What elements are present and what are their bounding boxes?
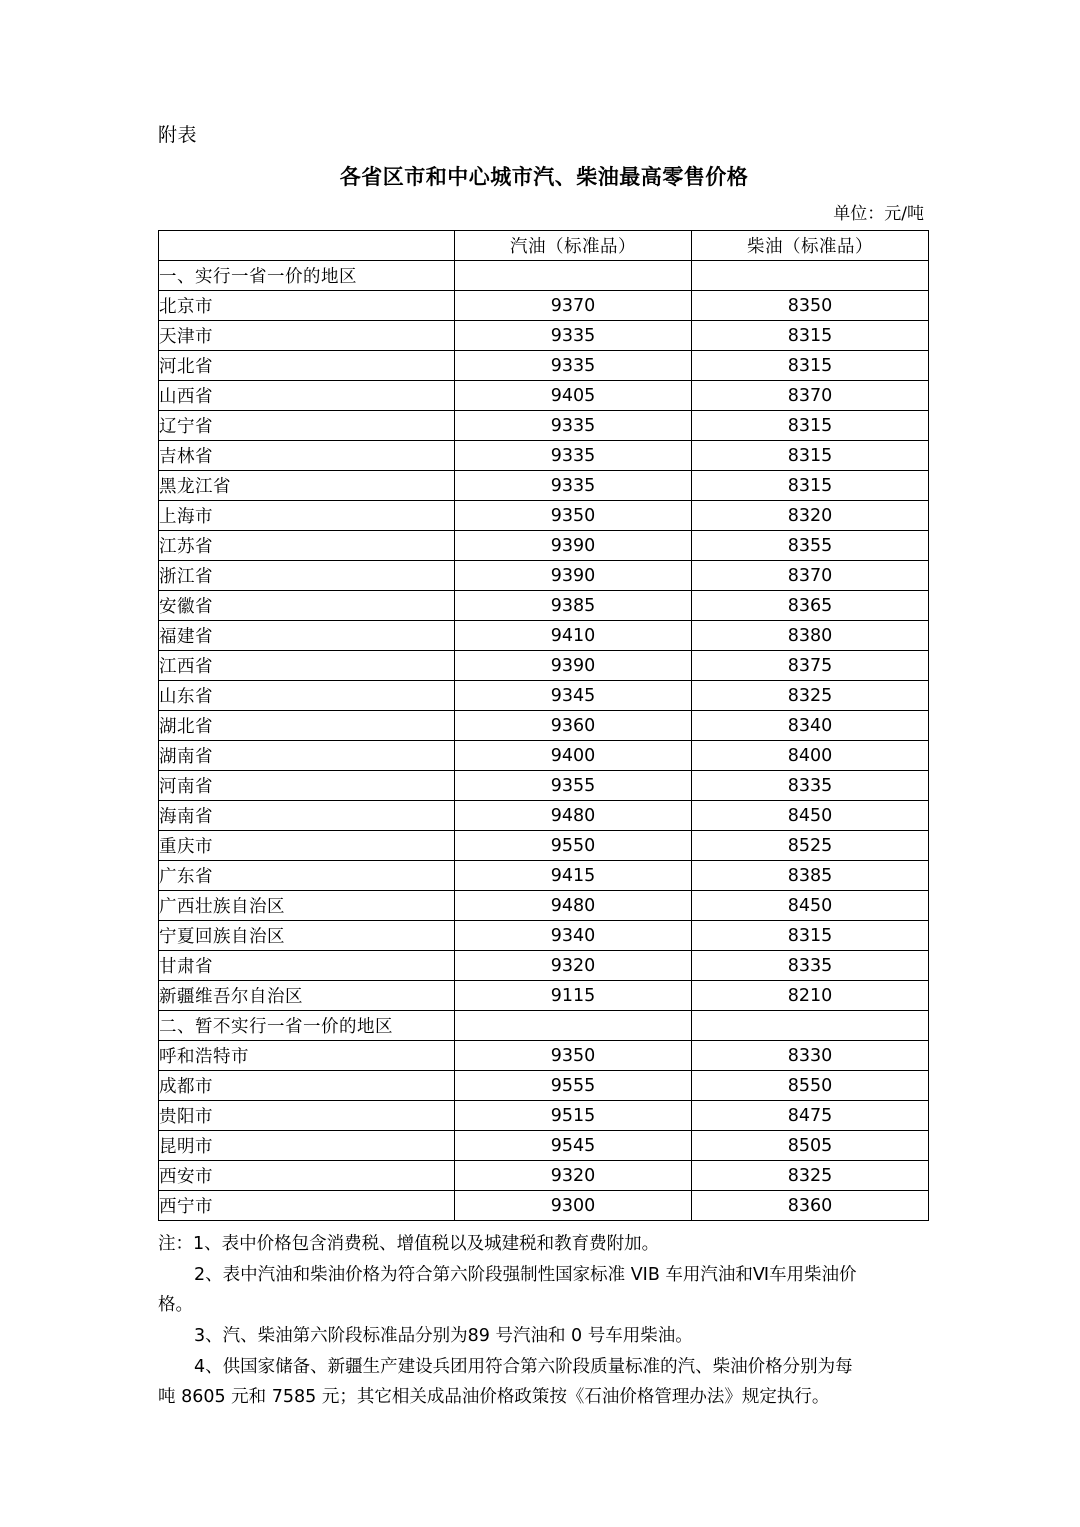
- region-name: 上海市: [159, 501, 455, 531]
- region-name: 广西壮族自治区: [159, 891, 455, 921]
- gasoline-price: 9360: [455, 711, 692, 741]
- region-name: 宁夏回族自治区: [159, 921, 455, 951]
- notes-block: [158, 1229, 930, 1413]
- table-row: [159, 321, 929, 351]
- region-name: 山东省: [159, 681, 455, 711]
- region-name: 甘肃省: [159, 951, 455, 981]
- gasoline-price: 9555: [455, 1071, 692, 1101]
- region-name: 北京市: [159, 291, 455, 321]
- region-name: 河南省: [159, 771, 455, 801]
- gasoline-price: 9410: [455, 621, 692, 651]
- diesel-price: 8335: [692, 951, 929, 981]
- region-name: 福建省: [159, 621, 455, 651]
- gasoline-price: 9390: [455, 531, 692, 561]
- diesel-price: 8385: [692, 861, 929, 891]
- region-name: 贵阳市: [159, 1101, 455, 1131]
- diesel-price: 8315: [692, 321, 929, 351]
- gasoline-price: 9545: [455, 1131, 692, 1161]
- table-row: [159, 561, 929, 591]
- region-name: 山西省: [159, 381, 455, 411]
- table-row: [159, 501, 929, 531]
- table-row: [159, 291, 929, 321]
- note-line: 注：1、表中价格包含消费税、增值税以及城建税和教育费附加。: [158, 1234, 660, 1254]
- table-row: [159, 411, 929, 441]
- attachment-label: 附表: [158, 124, 198, 146]
- region-name: 湖南省: [159, 741, 455, 771]
- region-name: 成都市: [159, 1071, 455, 1101]
- table-row: [159, 831, 929, 861]
- region-name: 黑龙江省: [159, 471, 455, 501]
- region-name: 江苏省: [159, 531, 455, 561]
- diesel-price: 8355: [692, 531, 929, 561]
- table-section-row: [159, 261, 929, 291]
- gasoline-price: 9350: [455, 1041, 692, 1071]
- gasoline-price: 9335: [455, 321, 692, 351]
- diesel-price: 8315: [692, 921, 929, 951]
- gasoline-price: 9340: [455, 921, 692, 951]
- diesel-price: 8320: [692, 501, 929, 531]
- table-row: [159, 1101, 929, 1131]
- diesel-price: 8325: [692, 681, 929, 711]
- table-row: [159, 921, 929, 951]
- diesel-price: 8370: [692, 561, 929, 591]
- table-section-row: [159, 1011, 929, 1041]
- gasoline-price: 9400: [455, 741, 692, 771]
- column-header-diesel: 柴油（标准品）: [692, 231, 929, 261]
- gasoline-price: 9480: [455, 801, 692, 831]
- price-table: [158, 230, 929, 1221]
- table-row: [159, 471, 929, 501]
- diesel-price: 8315: [692, 471, 929, 501]
- gasoline-price: 9320: [455, 951, 692, 981]
- gasoline-price: 9370: [455, 291, 692, 321]
- diesel-price: 8350: [692, 291, 929, 321]
- region-name: 湖北省: [159, 711, 455, 741]
- section-empty-cell: [455, 261, 692, 291]
- region-name: 新疆维吾尔自治区: [159, 981, 455, 1011]
- gasoline-price: 9115: [455, 981, 692, 1011]
- region-name: 昆明市: [159, 1131, 455, 1161]
- diesel-price: 8325: [692, 1161, 929, 1191]
- column-header-gasoline: 汽油（标准品）: [455, 231, 692, 261]
- region-name: 西宁市: [159, 1191, 455, 1221]
- table-row: [159, 351, 929, 381]
- table-header-row: [159, 231, 929, 261]
- table-row: [159, 1131, 929, 1161]
- table-row: [159, 861, 929, 891]
- table-row: [159, 1041, 929, 1071]
- diesel-price: 8365: [692, 591, 929, 621]
- diesel-price: 8315: [692, 351, 929, 381]
- table-row: [159, 621, 929, 651]
- table-row: [159, 651, 929, 681]
- gasoline-price: 9550: [455, 831, 692, 861]
- gasoline-price: 9335: [455, 471, 692, 501]
- gasoline-price: 9405: [455, 381, 692, 411]
- diesel-price: 8550: [692, 1071, 929, 1101]
- section-label: 一、实行一省一价的地区: [159, 261, 455, 291]
- region-name: 江西省: [159, 651, 455, 681]
- note-line: 吨 8605 元和 7585 元；其它相关成品油价格政策按《石油价格管理办法》规定执行。: [158, 1387, 830, 1408]
- region-name: 重庆市: [159, 831, 455, 861]
- region-name: 呼和浩特市: [159, 1041, 455, 1071]
- region-name: 海南省: [159, 801, 455, 831]
- diesel-price: 8315: [692, 441, 929, 471]
- note-line: 4、供国家储备、新疆生产建设兵团用符合第六阶段质量标准的汽、柴油价格分别为每: [194, 1356, 853, 1377]
- region-name: 安徽省: [159, 591, 455, 621]
- diesel-price: 8380: [692, 621, 929, 651]
- note-line: 3、汽、柴油第六阶段标准品分别为89 号汽油和 0 号车用柴油。: [194, 1325, 693, 1346]
- diesel-price: 8475: [692, 1101, 929, 1131]
- gasoline-price: 9390: [455, 561, 692, 591]
- table-row: [159, 771, 929, 801]
- section-empty-cell: [692, 1011, 929, 1041]
- gasoline-price: 9390: [455, 651, 692, 681]
- gasoline-price: 9480: [455, 891, 692, 921]
- section-empty-cell: [692, 261, 929, 291]
- gasoline-price: 9345: [455, 681, 692, 711]
- gasoline-price: 9335: [455, 411, 692, 441]
- table-row: [159, 981, 929, 1011]
- region-name: 河北省: [159, 351, 455, 381]
- region-name: 浙江省: [159, 561, 455, 591]
- gasoline-price: 9335: [455, 441, 692, 471]
- diesel-price: 8450: [692, 891, 929, 921]
- gasoline-price: 9385: [455, 591, 692, 621]
- diesel-price: 8340: [692, 711, 929, 741]
- diesel-price: 8525: [692, 831, 929, 861]
- diesel-price: 8505: [692, 1131, 929, 1161]
- column-header-region: [159, 231, 455, 261]
- region-name: 辽宁省: [159, 411, 455, 441]
- diesel-price: 8210: [692, 981, 929, 1011]
- table-row: [159, 891, 929, 921]
- diesel-price: 8400: [692, 741, 929, 771]
- diesel-price: 8335: [692, 771, 929, 801]
- page-title: 各省区市和中心城市汽、柴油最高零售价格: [339, 165, 749, 189]
- section-empty-cell: [455, 1011, 692, 1041]
- gasoline-price: 9300: [455, 1191, 692, 1221]
- table-row: [159, 1191, 929, 1221]
- diesel-price: 8370: [692, 381, 929, 411]
- table-row: [159, 1161, 929, 1191]
- region-name: 吉林省: [159, 441, 455, 471]
- section-label: 二、暂不实行一省一价的地区: [159, 1011, 455, 1041]
- table-row: [159, 681, 929, 711]
- table-row: [159, 741, 929, 771]
- region-name: 西安市: [159, 1161, 455, 1191]
- gasoline-price: 9320: [455, 1161, 692, 1191]
- gasoline-price: 9515: [455, 1101, 692, 1131]
- note-line: 2、表中汽油和柴油价格为符合第六阶段强制性国家标准 VIB 车用汽油和Ⅵ车用柴油价: [194, 1264, 857, 1285]
- table-row: [159, 381, 929, 411]
- unit-label: 单位：元/吨: [833, 204, 924, 224]
- table-row: [159, 1071, 929, 1101]
- table-row: [159, 801, 929, 831]
- note-line: 格。: [158, 1295, 193, 1316]
- table-row: [159, 711, 929, 741]
- gasoline-price: 9350: [455, 501, 692, 531]
- table-row: [159, 441, 929, 471]
- diesel-price: 8360: [692, 1191, 929, 1221]
- table-row: [159, 591, 929, 621]
- gasoline-price: 9415: [455, 861, 692, 891]
- table-row: [159, 951, 929, 981]
- gasoline-price: 9355: [455, 771, 692, 801]
- diesel-price: 8330: [692, 1041, 929, 1071]
- diesel-price: 8450: [692, 801, 929, 831]
- diesel-price: 8375: [692, 651, 929, 681]
- region-name: 天津市: [159, 321, 455, 351]
- diesel-price: 8315: [692, 411, 929, 441]
- table-row: [159, 531, 929, 561]
- region-name: 广东省: [159, 861, 455, 891]
- gasoline-price: 9335: [455, 351, 692, 381]
